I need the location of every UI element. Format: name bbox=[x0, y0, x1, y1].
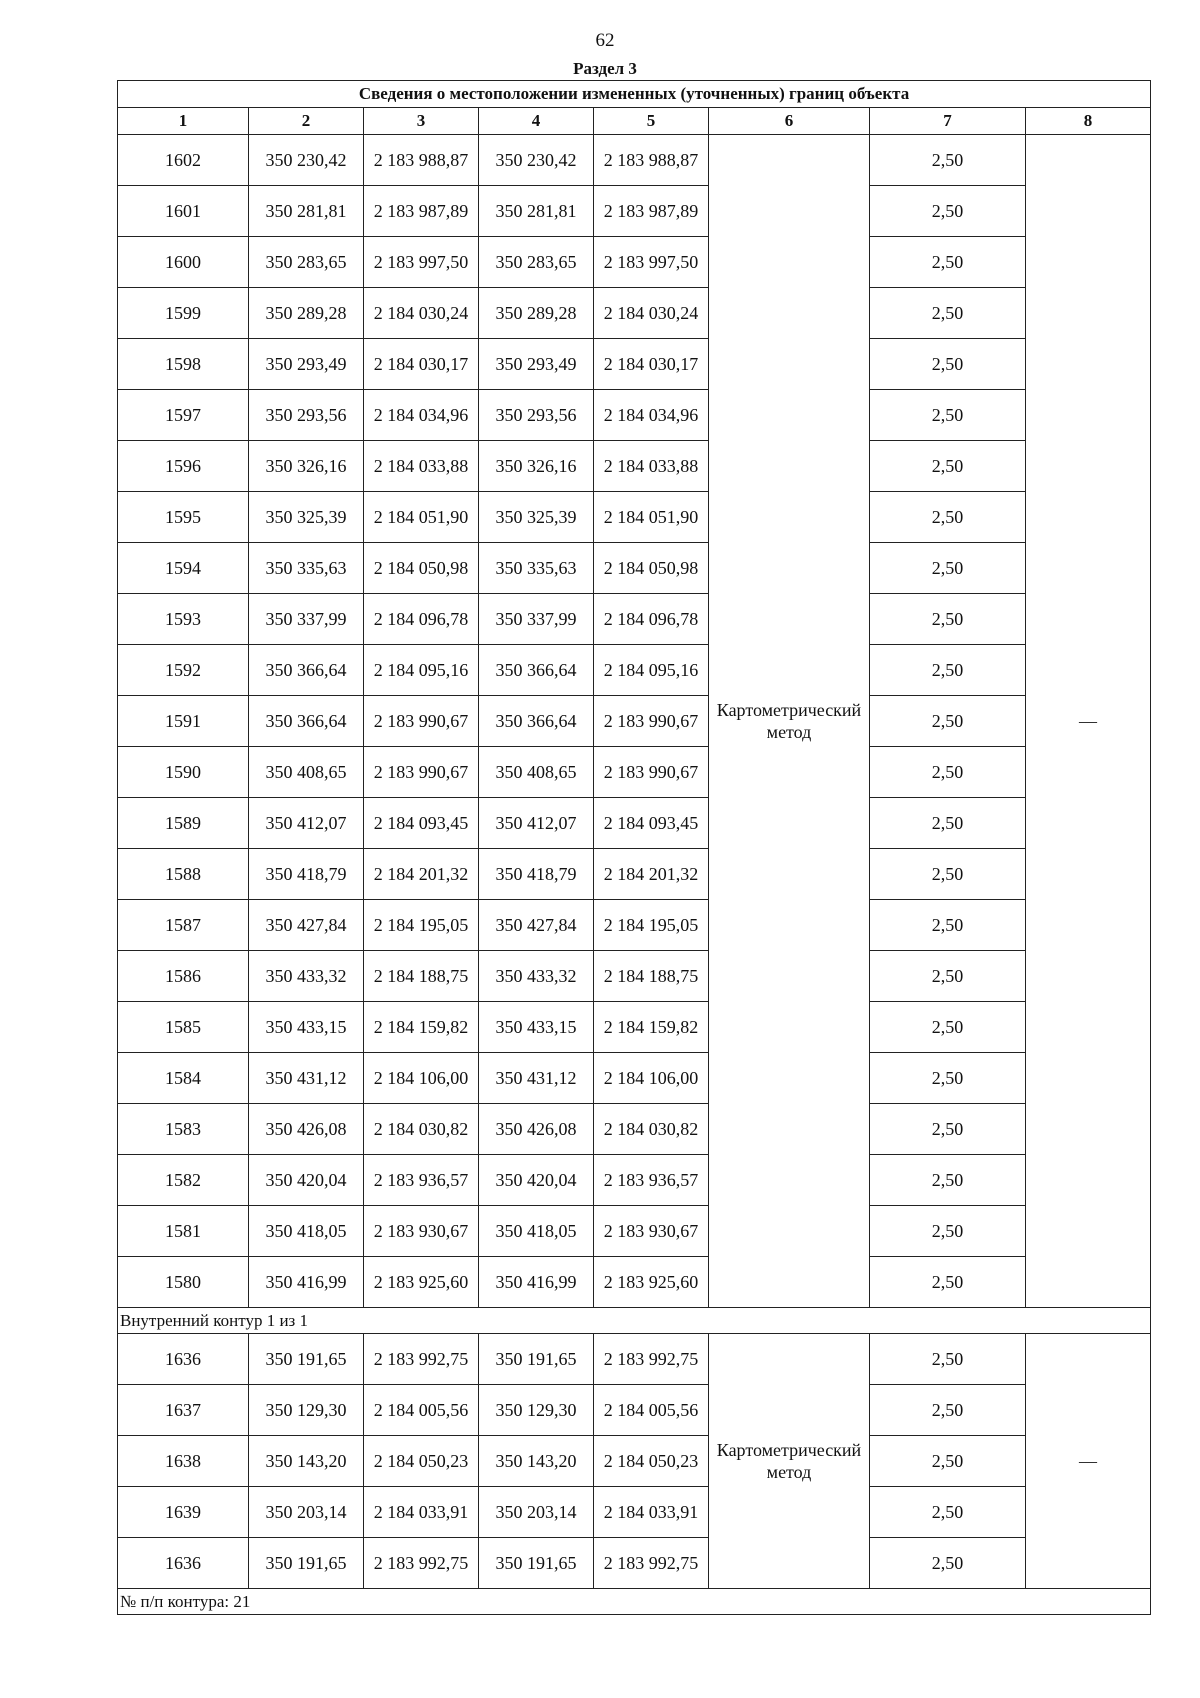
table-cell: 2 184 030,17 bbox=[594, 339, 709, 390]
accuracy-cell: 2,50 bbox=[870, 1002, 1026, 1053]
table-cell: 350 191,65 bbox=[479, 1334, 594, 1385]
accuracy-cell: 2,50 bbox=[870, 1538, 1026, 1589]
table-cell: 350 293,56 bbox=[249, 390, 364, 441]
table-cell: 2 184 051,90 bbox=[594, 492, 709, 543]
table-cell: 2 183 988,87 bbox=[594, 135, 709, 186]
table-cell: 2 184 093,45 bbox=[364, 798, 479, 849]
table-cell: 1598 bbox=[118, 339, 249, 390]
table-cell: 1581 bbox=[118, 1206, 249, 1257]
table-cell: 2 184 033,91 bbox=[594, 1487, 709, 1538]
table-row bbox=[118, 747, 1151, 798]
table-cell: 2 183 936,57 bbox=[594, 1155, 709, 1206]
table-cell: 350 427,84 bbox=[479, 900, 594, 951]
table-cell: 350 408,65 bbox=[479, 747, 594, 798]
table-cell: 2 184 005,56 bbox=[364, 1385, 479, 1436]
note-cell: — bbox=[1026, 1334, 1151, 1589]
column-header: 3 bbox=[364, 108, 479, 135]
table-cell: 1601 bbox=[118, 186, 249, 237]
accuracy-cell: 2,50 bbox=[870, 1334, 1026, 1385]
table-cell: 350 143,20 bbox=[479, 1436, 594, 1487]
table-row bbox=[118, 1104, 1151, 1155]
accuracy-cell: 2,50 bbox=[870, 186, 1026, 237]
table-cell: 1637 bbox=[118, 1385, 249, 1436]
table-row bbox=[118, 390, 1151, 441]
accuracy-cell: 2,50 bbox=[870, 543, 1026, 594]
table-row bbox=[118, 1385, 1151, 1436]
table-cell: 1599 bbox=[118, 288, 249, 339]
table-cell: 1583 bbox=[118, 1104, 249, 1155]
table-cell: 2 183 997,50 bbox=[594, 237, 709, 288]
table-cell: 350 289,28 bbox=[479, 288, 594, 339]
table-cell: 2 183 987,89 bbox=[364, 186, 479, 237]
table-cell: 1585 bbox=[118, 1002, 249, 1053]
table-row bbox=[118, 186, 1151, 237]
table-cell: 2 184 051,90 bbox=[364, 492, 479, 543]
table-cell: 2 184 093,45 bbox=[594, 798, 709, 849]
table-row bbox=[118, 288, 1151, 339]
table-cell: 2 184 095,16 bbox=[594, 645, 709, 696]
table-cell: 350 129,30 bbox=[249, 1385, 364, 1436]
table-row bbox=[118, 1155, 1151, 1206]
accuracy-cell: 2,50 bbox=[870, 1436, 1026, 1487]
table-cell: 350 431,12 bbox=[249, 1053, 364, 1104]
table-cell: 1597 bbox=[118, 390, 249, 441]
table-cell: 1590 bbox=[118, 747, 249, 798]
table-cell: 350 418,05 bbox=[479, 1206, 594, 1257]
table-cell: 1584 bbox=[118, 1053, 249, 1104]
contour-number-label: № п/п контура: 21 bbox=[118, 1589, 1151, 1615]
table-cell: 350 418,79 bbox=[249, 849, 364, 900]
accuracy-cell: 2,50 bbox=[870, 1155, 1026, 1206]
table-row bbox=[118, 1257, 1151, 1308]
accuracy-cell: 2,50 bbox=[870, 339, 1026, 390]
table-cell: 2 184 106,00 bbox=[594, 1053, 709, 1104]
table-cell: 350 293,56 bbox=[479, 390, 594, 441]
table-cell: 2 184 050,98 bbox=[364, 543, 479, 594]
table-cell: 350 326,16 bbox=[249, 441, 364, 492]
table-cell: 1636 bbox=[118, 1334, 249, 1385]
table-cell: 350 426,08 bbox=[249, 1104, 364, 1155]
table-cell: 2 183 925,60 bbox=[594, 1257, 709, 1308]
table-cell: 350 129,30 bbox=[479, 1385, 594, 1436]
table-cell: 2 184 050,23 bbox=[364, 1436, 479, 1487]
accuracy-cell: 2,50 bbox=[870, 135, 1026, 186]
column-header: 1 bbox=[118, 108, 249, 135]
table-cell: 350 366,64 bbox=[479, 696, 594, 747]
table-cell: 350 420,04 bbox=[249, 1155, 364, 1206]
table-cell: 350 293,49 bbox=[479, 339, 594, 390]
table-cell: 2 184 033,88 bbox=[364, 441, 479, 492]
accuracy-cell: 2,50 bbox=[870, 849, 1026, 900]
table-cell: 2 184 096,78 bbox=[364, 594, 479, 645]
table-cell: 350 203,14 bbox=[479, 1487, 594, 1538]
column-header: 5 bbox=[594, 108, 709, 135]
table-cell: 350 337,99 bbox=[249, 594, 364, 645]
table-row bbox=[118, 543, 1151, 594]
table-cell: 350 416,99 bbox=[249, 1257, 364, 1308]
boundary-table bbox=[117, 80, 1151, 1615]
table-cell: 2 183 992,75 bbox=[594, 1538, 709, 1589]
table-cell: 350 230,42 bbox=[249, 135, 364, 186]
accuracy-cell: 2,50 bbox=[870, 288, 1026, 339]
accuracy-cell: 2,50 bbox=[870, 492, 1026, 543]
table-cell: 350 191,65 bbox=[249, 1334, 364, 1385]
accuracy-cell: 2,50 bbox=[870, 747, 1026, 798]
table-cell: 1595 bbox=[118, 492, 249, 543]
table-cell: 2 183 997,50 bbox=[364, 237, 479, 288]
accuracy-cell: 2,50 bbox=[870, 1206, 1026, 1257]
table-cell: 350 230,42 bbox=[479, 135, 594, 186]
table-cell: 350 431,12 bbox=[479, 1053, 594, 1104]
table-cell: 350 412,07 bbox=[479, 798, 594, 849]
method-cell: Картометрический метод bbox=[709, 1334, 870, 1589]
table-cell: 1582 bbox=[118, 1155, 249, 1206]
table-cell: 2 184 050,23 bbox=[594, 1436, 709, 1487]
table-row bbox=[118, 1053, 1151, 1104]
table-cell: 350 427,84 bbox=[249, 900, 364, 951]
column-header: 2 bbox=[249, 108, 364, 135]
table-cell: 2 184 005,56 bbox=[594, 1385, 709, 1436]
method-cell: Картометрический метод bbox=[709, 135, 870, 1308]
table-cell: 2 184 095,16 bbox=[364, 645, 479, 696]
table-cell: 350 433,15 bbox=[249, 1002, 364, 1053]
table-row bbox=[118, 1334, 1151, 1385]
table-cell: 2 184 030,24 bbox=[364, 288, 479, 339]
table-cell: 350 293,49 bbox=[249, 339, 364, 390]
table-cell: 2 183 990,67 bbox=[594, 747, 709, 798]
table-cell: 350 289,28 bbox=[249, 288, 364, 339]
accuracy-cell: 2,50 bbox=[870, 1385, 1026, 1436]
table-cell: 350 433,32 bbox=[479, 951, 594, 1002]
table-cell: 2 184 195,05 bbox=[594, 900, 709, 951]
table-cell: 350 203,14 bbox=[249, 1487, 364, 1538]
table-cell: 1586 bbox=[118, 951, 249, 1002]
table-cell: 2 183 990,67 bbox=[364, 747, 479, 798]
accuracy-cell: 2,50 bbox=[870, 900, 1026, 951]
table-row bbox=[118, 849, 1151, 900]
table-cell: 350 433,15 bbox=[479, 1002, 594, 1053]
table-cell: 1594 bbox=[118, 543, 249, 594]
accuracy-cell: 2,50 bbox=[870, 1257, 1026, 1308]
table-cell: 2 184 201,32 bbox=[594, 849, 709, 900]
table-cell: 2 183 992,75 bbox=[594, 1334, 709, 1385]
table-cell: 2 183 930,67 bbox=[594, 1206, 709, 1257]
table-cell: 350 191,65 bbox=[249, 1538, 364, 1589]
accuracy-cell: 2,50 bbox=[870, 696, 1026, 747]
table-cell: 350 366,64 bbox=[249, 645, 364, 696]
table-row bbox=[118, 1206, 1151, 1257]
table-cell: 1593 bbox=[118, 594, 249, 645]
table-row bbox=[118, 951, 1151, 1002]
table-cell: 1602 bbox=[118, 135, 249, 186]
table-cell: 2 183 990,67 bbox=[594, 696, 709, 747]
table-cell: 2 184 096,78 bbox=[594, 594, 709, 645]
table-cell: 2 183 992,75 bbox=[364, 1334, 479, 1385]
note-cell: — bbox=[1026, 135, 1151, 1308]
table-cell: 350 281,81 bbox=[249, 186, 364, 237]
section-title: Раздел 3 bbox=[573, 59, 637, 78]
table-cell: 2 183 988,87 bbox=[364, 135, 479, 186]
table-cell: 350 325,39 bbox=[249, 492, 364, 543]
table-cell: 2 183 925,60 bbox=[364, 1257, 479, 1308]
table-cell: 2 183 992,75 bbox=[364, 1538, 479, 1589]
table-cell: 350 426,08 bbox=[479, 1104, 594, 1155]
table-cell: 1589 bbox=[118, 798, 249, 849]
table-cell: 350 281,81 bbox=[479, 186, 594, 237]
table-cell: 1591 bbox=[118, 696, 249, 747]
table-cell: 350 335,63 bbox=[479, 543, 594, 594]
table-cell: 350 335,63 bbox=[249, 543, 364, 594]
table-cell: 350 283,65 bbox=[249, 237, 364, 288]
table-cell: 1638 bbox=[118, 1436, 249, 1487]
table-cell: 350 408,65 bbox=[249, 747, 364, 798]
table-row bbox=[118, 696, 1151, 747]
table-cell: 2 184 159,82 bbox=[364, 1002, 479, 1053]
table-cell: 2 184 030,82 bbox=[594, 1104, 709, 1155]
table-cell: 350 420,04 bbox=[479, 1155, 594, 1206]
table-cell: 2 184 159,82 bbox=[594, 1002, 709, 1053]
table-cell: 2 184 034,96 bbox=[364, 390, 479, 441]
table-cell: 350 412,07 bbox=[249, 798, 364, 849]
accuracy-cell: 2,50 bbox=[870, 441, 1026, 492]
table-cell: 2 184 030,24 bbox=[594, 288, 709, 339]
table-cell: 2 184 195,05 bbox=[364, 900, 479, 951]
table-cell: 350 433,32 bbox=[249, 951, 364, 1002]
table-cell: 350 366,64 bbox=[479, 645, 594, 696]
table-cell: 1587 bbox=[118, 900, 249, 951]
table-cell: 2 184 030,82 bbox=[364, 1104, 479, 1155]
table-cell: 1580 bbox=[118, 1257, 249, 1308]
table-cell: 1592 bbox=[118, 645, 249, 696]
accuracy-cell: 2,50 bbox=[870, 1053, 1026, 1104]
table-cell: 350 418,05 bbox=[249, 1206, 364, 1257]
table-cell: 2 183 930,67 bbox=[364, 1206, 479, 1257]
table-cell: 1639 bbox=[118, 1487, 249, 1538]
table-cell: 1600 bbox=[118, 237, 249, 288]
table-cell: 2 184 050,98 bbox=[594, 543, 709, 594]
table-cell: 2 184 034,96 bbox=[594, 390, 709, 441]
table-row bbox=[118, 1002, 1151, 1053]
accuracy-cell: 2,50 bbox=[870, 390, 1026, 441]
column-header: 6 bbox=[709, 108, 870, 135]
table-cell: 350 418,79 bbox=[479, 849, 594, 900]
table-cell: 350 143,20 bbox=[249, 1436, 364, 1487]
table-row bbox=[118, 1436, 1151, 1487]
table-cell: 1588 bbox=[118, 849, 249, 900]
page-number: 62 bbox=[595, 30, 615, 51]
table-row bbox=[118, 1487, 1151, 1538]
table-cell: 350 283,65 bbox=[479, 237, 594, 288]
table-cell: 350 326,16 bbox=[479, 441, 594, 492]
table-row bbox=[118, 1538, 1151, 1589]
table-cell: 2 184 033,91 bbox=[364, 1487, 479, 1538]
table-cell: 350 191,65 bbox=[479, 1538, 594, 1589]
column-header: 4 bbox=[479, 108, 594, 135]
table-cell: 350 325,39 bbox=[479, 492, 594, 543]
table-cell: 350 366,64 bbox=[249, 696, 364, 747]
accuracy-cell: 2,50 bbox=[870, 798, 1026, 849]
table-cell: 2 184 106,00 bbox=[364, 1053, 479, 1104]
table-row bbox=[118, 798, 1151, 849]
table-cell: 1636 bbox=[118, 1538, 249, 1589]
table-cell: 2 183 987,89 bbox=[594, 186, 709, 237]
table-cell: 350 416,99 bbox=[479, 1257, 594, 1308]
inner-contour-label: Внутренний контур 1 из 1 bbox=[118, 1308, 1151, 1334]
table-row bbox=[118, 339, 1151, 390]
accuracy-cell: 2,50 bbox=[870, 237, 1026, 288]
table-cell: 2 183 936,57 bbox=[364, 1155, 479, 1206]
table-title: Сведения о местоположении измененных (уточненных) границ объекта bbox=[118, 81, 1151, 108]
table-row bbox=[118, 900, 1151, 951]
table-row bbox=[118, 594, 1151, 645]
column-header: 7 bbox=[870, 108, 1026, 135]
accuracy-cell: 2,50 bbox=[870, 951, 1026, 1002]
accuracy-cell: 2,50 bbox=[870, 645, 1026, 696]
table-cell: 2 183 990,67 bbox=[364, 696, 479, 747]
accuracy-cell: 2,50 bbox=[870, 594, 1026, 645]
accuracy-cell: 2,50 bbox=[870, 1487, 1026, 1538]
table-cell: 2 184 030,17 bbox=[364, 339, 479, 390]
column-header: 8 bbox=[1026, 108, 1151, 135]
table-cell: 350 337,99 bbox=[479, 594, 594, 645]
table-cell: 2 184 188,75 bbox=[364, 951, 479, 1002]
table-row bbox=[118, 645, 1151, 696]
table-row bbox=[118, 441, 1151, 492]
table-cell: 2 184 188,75 bbox=[594, 951, 709, 1002]
table-row bbox=[118, 492, 1151, 543]
table-cell: 2 184 201,32 bbox=[364, 849, 479, 900]
table-row bbox=[118, 135, 1151, 186]
table-row bbox=[118, 237, 1151, 288]
table-cell: 2 184 033,88 bbox=[594, 441, 709, 492]
table-cell: 1596 bbox=[118, 441, 249, 492]
accuracy-cell: 2,50 bbox=[870, 1104, 1026, 1155]
